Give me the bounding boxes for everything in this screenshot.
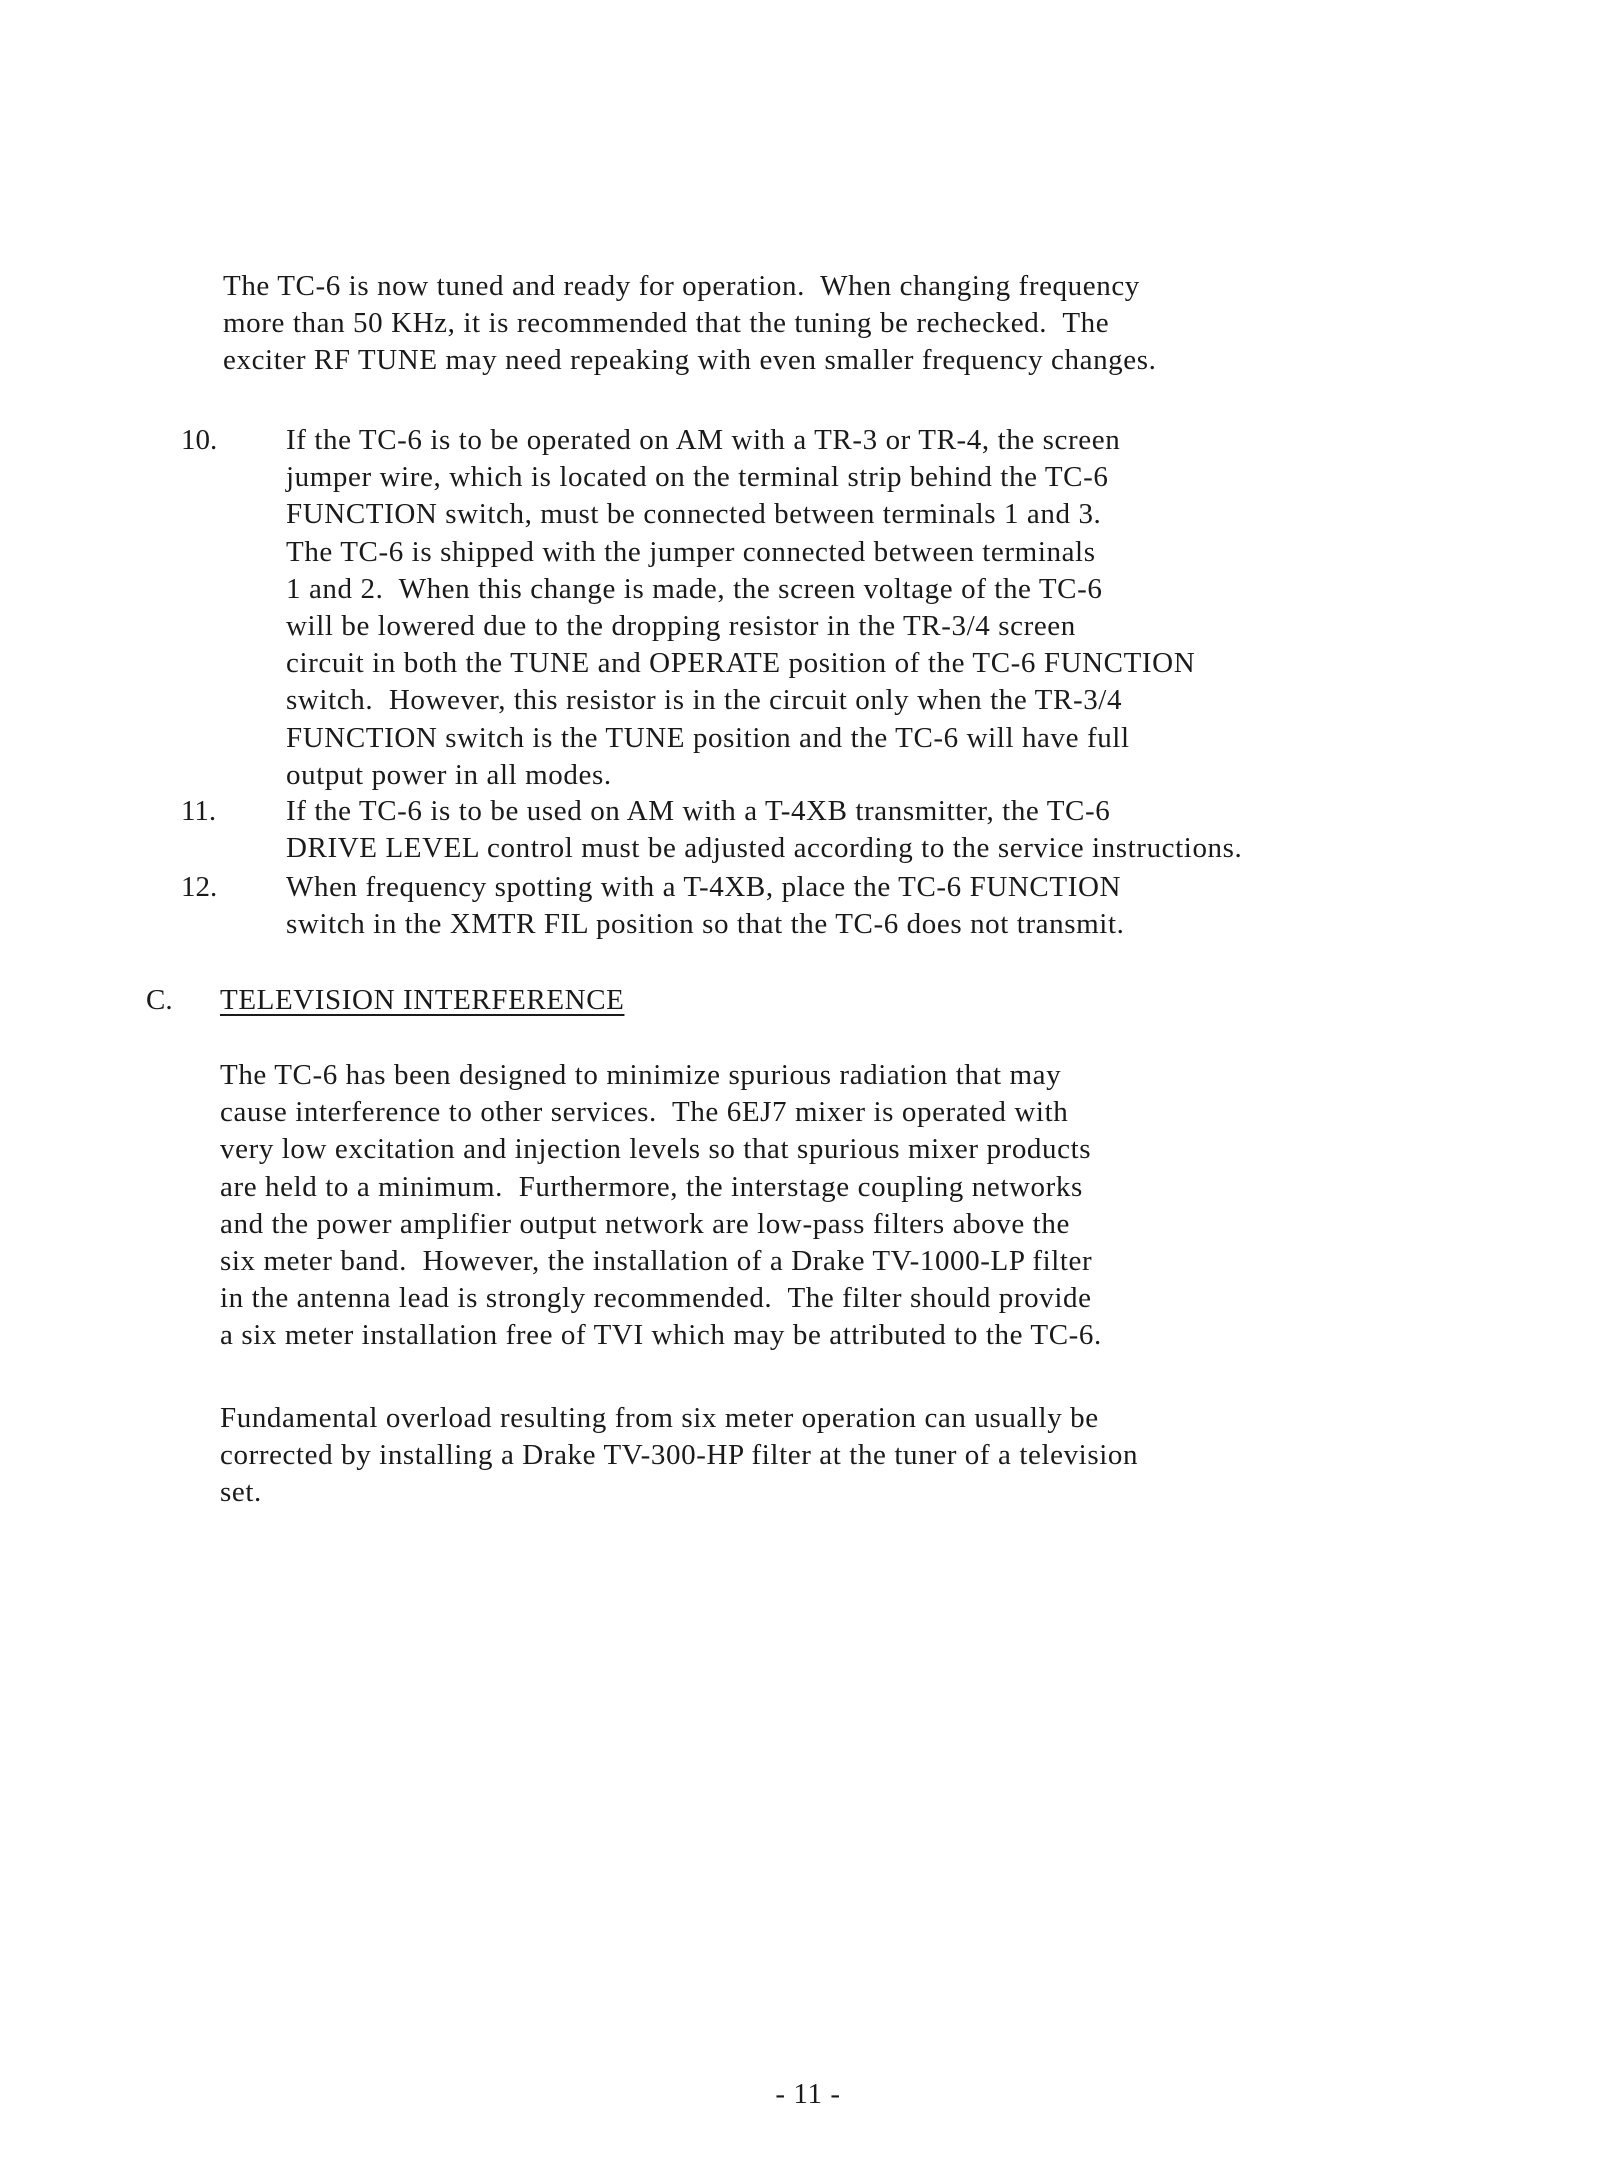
text-line: more than 50 KHz, it is recommended that the tuning be rechecked. The — [223, 307, 1110, 339]
section-title: TELEVISION INTERFERENCE — [220, 984, 625, 1016]
list-item-line: 1 and 2. When this change is made, the screen voltage of the TC-6 — [286, 572, 1103, 605]
list-item-line: jumper wire, which is located on the terminal strip behind the TC-6 — [286, 461, 1109, 494]
list-item-number: 11. — [181, 795, 217, 827]
text-line: very low excitation and injection levels so that spurious mixer products — [220, 1133, 1092, 1166]
list-item-line: FUNCTION switch, must be connected between terminals 1 and 3. — [286, 498, 1102, 531]
list-item-number: 10. — [181, 424, 218, 456]
list-item-line: DRIVE LEVEL control must be adjusted according to the service instructions. — [286, 832, 1243, 865]
list-item-line: The TC-6 is shipped with the jumper connected between terminals — [286, 535, 1096, 568]
list-item-number: 12. — [181, 871, 218, 903]
list-item-line: switch in the XMTR FIL position so that the TC-6 does not transmit. — [286, 908, 1125, 941]
list-item-line: switch. However, this resistor is in the circuit only when the TR-3/4 — [286, 684, 1123, 717]
text-line: six meter band. However, the installation of a Drake TV-1000-LP filter — [220, 1245, 1093, 1277]
list-item-line: will be lowered due to the dropping resistor in the TR-3/4 screen — [286, 610, 1076, 642]
section-letter: C. — [146, 984, 173, 1016]
text-line: exciter RF TUNE may need repeaking with even smaller frequency changes. — [223, 344, 1157, 376]
text-line: a six meter installation free of TVI which may be attributed to the TC-6. — [220, 1319, 1102, 1352]
list-item-line: If the TC-6 is to be operated on AM with a TR-3 or TR-4, the screen — [286, 424, 1121, 456]
list-item-line: output power in all modes. — [286, 758, 612, 791]
list-item-line: If the TC-6 is to be used on AM with a T-4XB transmitter, the TC-6 — [286, 795, 1111, 827]
text-line: cause interference to other services. The 6EJ7 mixer is operated with — [220, 1096, 1069, 1129]
text-line: The TC-6 is now tuned and ready for operation. When changing frequency — [223, 270, 1140, 302]
text-line: The TC-6 has been designed to minimize spurious radiation that may — [220, 1059, 1062, 1091]
text-line: in the antenna lead is strongly recommended. The filter should provide — [220, 1282, 1092, 1315]
list-item-line: circuit in both the TUNE and OPERATE position of the TC-6 FUNCTION — [286, 647, 1196, 680]
text-line: and the power amplifier output network are low-pass filters above the — [220, 1207, 1070, 1240]
text-line: Fundamental overload resulting from six meter operation can usually be — [220, 1402, 1099, 1434]
list-item-line: When frequency spotting with a T-4XB, place the TC-6 FUNCTION — [286, 871, 1122, 903]
list-item-line: FUNCTION switch is the TUNE position and the TC-6 will have full — [286, 721, 1130, 754]
text-line: set. — [220, 1476, 262, 1509]
text-line: corrected by installing a Drake TV-300-HP filter at the tuner of a television — [220, 1439, 1139, 1472]
page-number: - 11 - — [775, 2078, 841, 2110]
text-line: are held to a minimum. Furthermore, the interstage coupling networks — [220, 1170, 1083, 1203]
